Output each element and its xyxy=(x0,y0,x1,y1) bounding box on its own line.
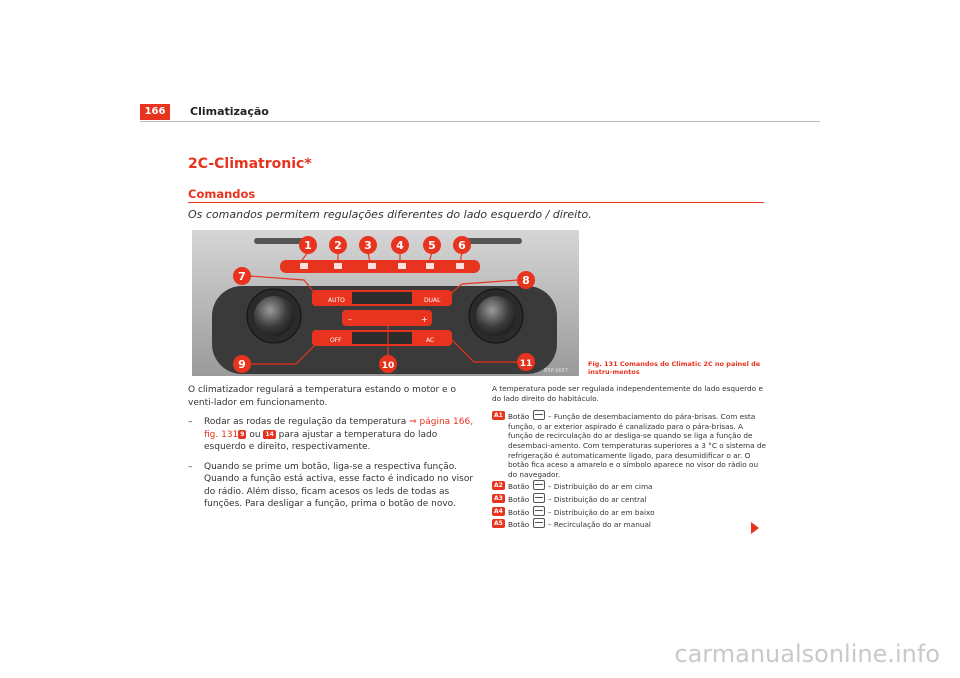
callout-1: 1 xyxy=(304,239,312,252)
item-text: – Distribuição do ar em cima xyxy=(545,482,653,492)
running-title: Climatização xyxy=(190,105,269,118)
item-label: Botão xyxy=(508,520,530,530)
callout-4: 4 xyxy=(396,239,404,252)
list-item xyxy=(492,518,768,530)
item-text: – Função de desembaciamento do pára-brisas. Com esta função, o ar exterior aspirado é canalizado para o pára-brisas. A função de recirculação do ar desliga-se quando se liga a função de desembaci-amento. Com temperaturas superiores a 3 °C o sistema de refrigeração é automaticamente ligado, para desumidificar o ar. O botão fica aceso a amarelo e o símbolo aparece no visor do rádio ou do navegador. xyxy=(508,412,767,479)
list-item xyxy=(492,493,768,505)
right-intro: A temperatura pode ser regulada independentemente do lado esquerdo e do lado direito do habitáculo. xyxy=(492,384,763,403)
item-badge: A5 xyxy=(494,520,503,528)
bullet-dash: – xyxy=(188,461,193,472)
defrost-icon xyxy=(533,410,545,420)
auto-label: AUTO xyxy=(328,297,345,304)
air-center-icon xyxy=(533,493,545,503)
callout-2: 2 xyxy=(334,239,342,252)
bullet-1-post: para ajustar a temperatura do lado esquerdo e direito, respectivamente. xyxy=(204,429,438,452)
bullet-2 xyxy=(188,461,478,511)
minus-label: – xyxy=(348,315,352,324)
sub-title: Comandos xyxy=(188,187,256,201)
item-label: Botão xyxy=(508,482,530,492)
plus-label: + xyxy=(421,315,428,324)
item-badge: A1 xyxy=(494,412,503,420)
next-page-arrow-icon[interactable] xyxy=(751,522,759,534)
air-down-icon xyxy=(533,506,545,516)
list-item xyxy=(492,506,768,518)
climate-panel-figure xyxy=(192,230,579,376)
section-title: 2C-Climatronic* xyxy=(188,156,312,172)
ac-label: AC xyxy=(426,337,435,344)
item-badge: A4 xyxy=(494,507,503,515)
item-badge: A3 xyxy=(494,494,503,502)
item-text: – Recirculação do ar manual xyxy=(545,520,651,530)
callout-9: 9 xyxy=(238,358,246,371)
recirculation-icon xyxy=(533,518,545,528)
left-column xyxy=(188,384,478,518)
item-label: Botão xyxy=(508,507,530,517)
bullet-1-pre: Rodar as rodas de regulação da temperatura xyxy=(204,417,410,427)
callout-10: 10 xyxy=(381,361,395,371)
figure-caption: Fig. 131 Comandos do Climatic 2C no painel de instru-mentos xyxy=(588,360,761,376)
item-text: – Distribuição do ar em baixo xyxy=(545,507,655,517)
badge-9: 9 xyxy=(240,430,245,438)
item-badge: A2 xyxy=(494,482,503,490)
page-number: 166 xyxy=(140,104,170,120)
callout-3: 3 xyxy=(364,239,372,252)
bullet-2-text: Quando se prime um botão, liga-se a respectiva função. Quando a função está activa, esse facto é indicado no visor do rádio. Além disso, ficam acesos os leds de todas as funções. Para desligar a função, prima o botão de novo. xyxy=(204,461,474,509)
header-rule xyxy=(140,121,820,122)
bullet-1 xyxy=(188,416,478,454)
item-label: Botão xyxy=(508,412,530,422)
callout-11: 11 xyxy=(519,359,533,369)
intro-text: Os comandos permitem regulações diferentes do lado esquerdo / direito. xyxy=(188,208,592,221)
callout-6: 6 xyxy=(458,239,466,252)
item-text: – Distribuição do ar central xyxy=(545,494,647,504)
list-item xyxy=(492,410,768,479)
right-column xyxy=(492,384,768,531)
callout-7: 7 xyxy=(238,270,246,283)
list-item xyxy=(492,480,768,492)
item-label: Botão xyxy=(508,494,530,504)
off-label: OFF xyxy=(330,337,342,344)
callout-8: 8 xyxy=(522,274,530,287)
dual-label: DUAL xyxy=(424,297,441,304)
air-up-icon xyxy=(533,480,545,490)
bullet-1-mid: ou xyxy=(246,429,264,440)
callout-5: 5 xyxy=(428,239,436,252)
figure-code: B5P-0657 xyxy=(544,368,569,374)
figure-reference-link[interactable]: ⇒ página 166, fig. 131 xyxy=(204,417,474,440)
sub-rule xyxy=(188,202,764,203)
watermark: carmanualsonline.info xyxy=(674,640,940,668)
bullet-dash: – xyxy=(188,417,193,427)
badge-14: 14 xyxy=(265,430,274,438)
left-intro: O climatizador regulará a temperatura estando o motor e o venti-lador em funcionamento. xyxy=(188,385,456,408)
